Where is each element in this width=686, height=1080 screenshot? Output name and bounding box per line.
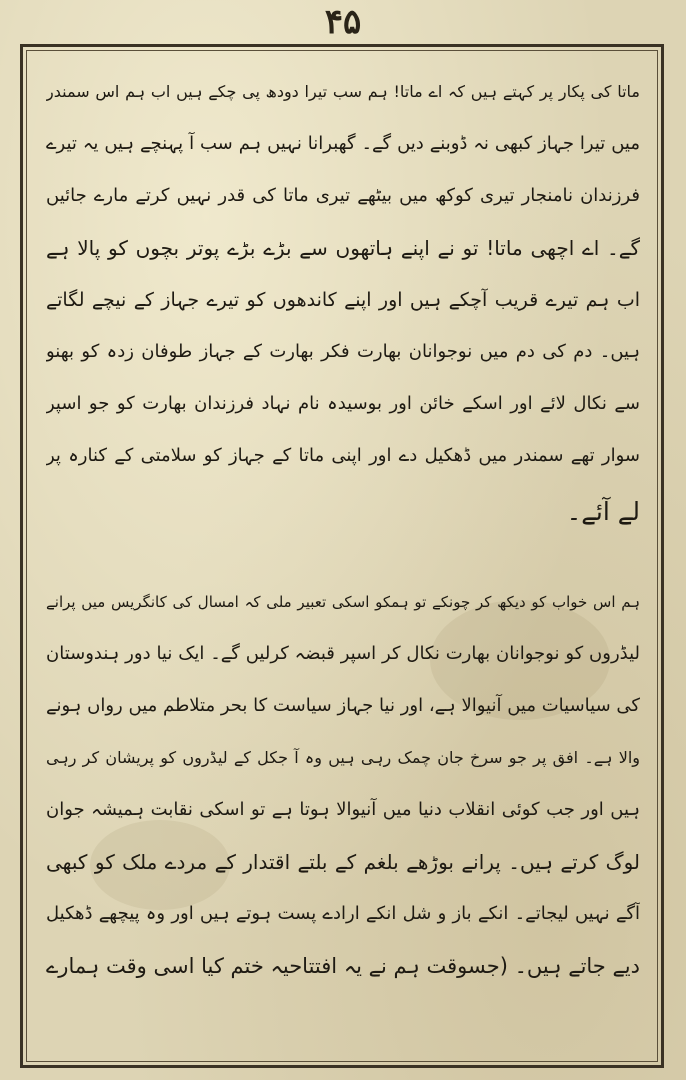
text-line: ہیں۔ دم کی دم میں نوجوانان بھارت فکر بھارت کے جہاز طوفان زدہ کو بھنو — [46, 341, 640, 362]
text-line: ماتا کی پکار پر کہتے ہیں کہ اے ماتا! ہم سب تیرا دودھ پی چکے ہیں اب ہم اس سمندر — [46, 82, 640, 101]
article-body — [46, 70, 640, 1050]
text-line: ہیں اور جب کوئی انقلاب دنیا میں آنیوالا ہوتا ہے تو اسکی نقابت ہمیشہ جوان — [46, 799, 640, 820]
text-line: فرزندان نامنجار تیری کوکھ میں بیٹھے تیری ماتا کی قدر نہیں کرتے مارے جائیں — [46, 185, 640, 206]
text-line: آگے نہیں لیجاتے۔ انکے باز و شل انکے ارادے پست ہوتے ہیں اور وہ پیچھے ڈھکیل — [46, 903, 640, 924]
text-line: لوگ کرتے ہیں۔ پرانے بوڑھے بلغم کے بلتے اقتدار کے مردے ملک کو کبھی — [46, 850, 640, 874]
text-line: لے آئے۔ — [566, 497, 640, 526]
text-line: سوار تھے سمندر میں ڈھکیل دے اور اپنی ماتا کے جہاز کو سلامتی کے کنارہ پر — [46, 445, 640, 466]
text-line: لیڈروں کو نوجوانان بھارت نکال کر اسپر قبضہ کرلیں گے۔ ایک نیا دور ہندوستان — [46, 643, 640, 664]
text-line: سے نکال لائے اور اسکے خائن اور بوسیدہ نام نہاد فرزندان بھارت کو جو اسپر — [46, 393, 640, 414]
text-line: گے۔ اے اچھی ماتا! تو نے اپنے ہاتھوں سے بڑے بڑے پوتر بچوں کو پالا ہے — [46, 236, 640, 260]
text-line: ہم اس خواب کو دیکھ کر چونکے تو ہمکو اسکی تعبیر ملی کہ امسال کی کانگریس میں پرانے — [46, 593, 640, 611]
text-line: میں تیرا جہاز کبھی نہ ڈوبنے دیں گے۔ گھبرانا نہیں ہم سب آ پہنچے ہیں یہ تیرے — [46, 133, 640, 154]
text-line: اب ہم تیرے قریب آچکے ہیں اور اپنے کاندھوں کو تیرے جہاز کے نیچے لگاتے — [46, 289, 640, 311]
page-number: ۴۵ — [324, 2, 362, 42]
text-line: دیے جاتے ہیں۔ (جسوقت ہم نے یہ افتتاحیہ ختم کیا اسی وقت ہمارے — [46, 954, 640, 978]
text-line: والا ہے۔ افق پر جو سرخ جان چمک رہی ہیں وہ آ جکل کے لیڈروں کو پریشان کر رہی — [46, 748, 640, 767]
text-line: کی سیاسیات میں آنیوالا ہے، اور نیا جہاز سیاست کا بحر متلاطم میں رواں ہونے — [46, 695, 640, 716]
